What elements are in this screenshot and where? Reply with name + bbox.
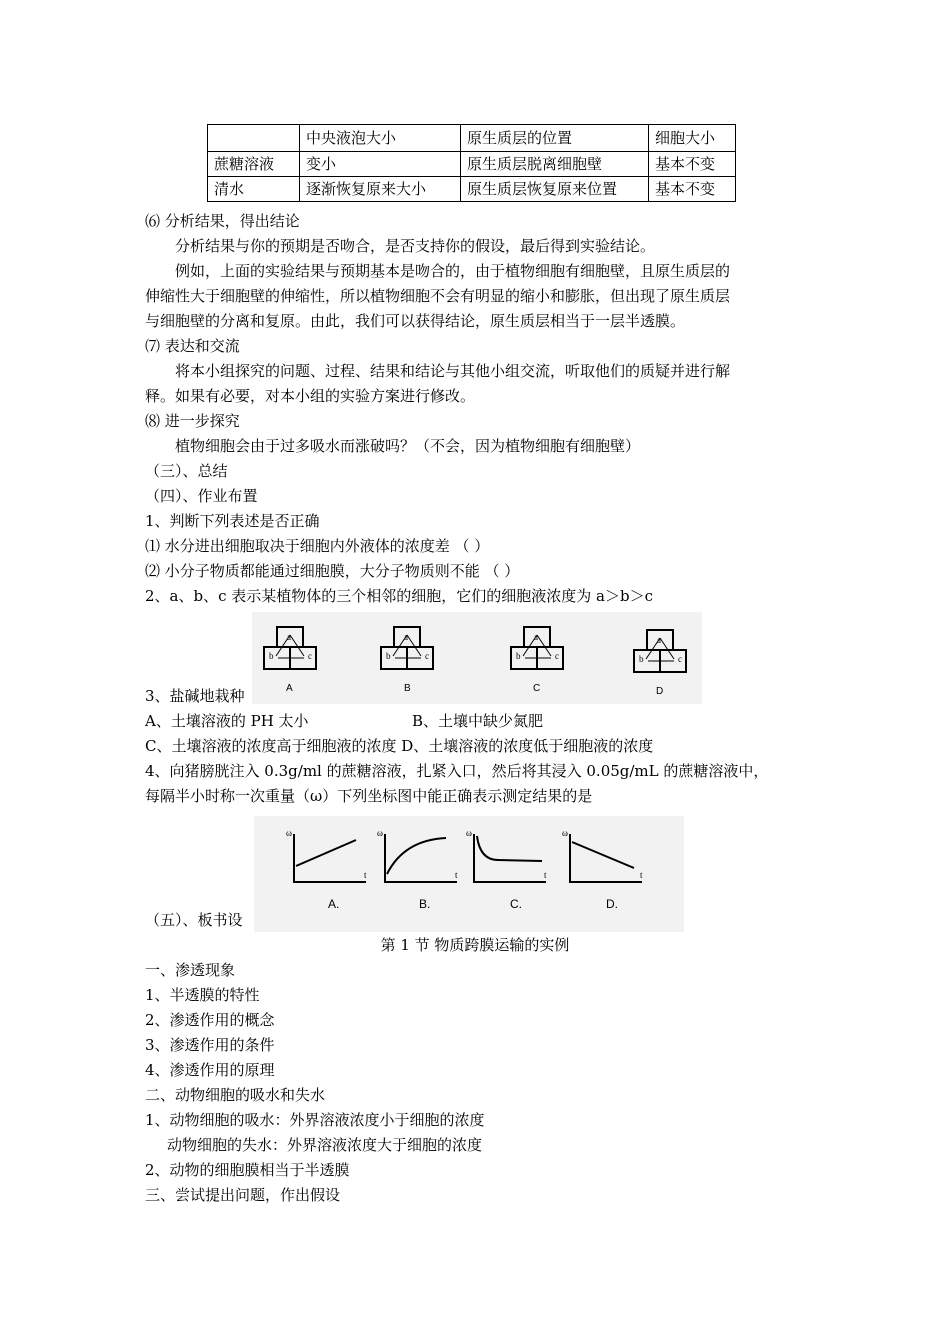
- table-header-cell: 原生质层的位置: [461, 125, 649, 152]
- table-cell: 原生质层脱离细胞壁: [461, 152, 649, 177]
- board-line: 1、动物细胞的吸水：外界溶液浓度小于细胞的浓度: [145, 1111, 485, 1129]
- question-line: ⑴ 水分进出细胞取决于细胞内外液体的浓度差 （ ）: [145, 537, 490, 555]
- option-label: C: [533, 683, 541, 694]
- cell-label-a: a: [657, 635, 661, 645]
- graph-a: [294, 834, 366, 882]
- x-axis-label: t: [455, 870, 458, 880]
- option-label: A: [286, 683, 293, 694]
- board-line: 2、渗透作用的概念: [145, 1011, 275, 1029]
- table-row: [208, 177, 736, 202]
- table-header-cell: 中央液泡大小: [300, 125, 461, 152]
- board-line: 2、动物的细胞膜相当于半透膜: [145, 1161, 350, 1179]
- cell-label-b: b: [386, 651, 391, 661]
- graph-d: [570, 834, 642, 882]
- section-heading: （四）、作业布置: [145, 487, 258, 505]
- option-label: D: [656, 686, 664, 697]
- cell-label-a: a: [534, 632, 538, 642]
- section-heading: （五）、板书设: [145, 911, 243, 929]
- cell-label-c: c: [308, 651, 312, 661]
- section-heading: （三）、总结: [145, 462, 228, 480]
- y-axis-label: ω: [377, 828, 383, 838]
- question-line: ⑵ 小分子物质都能通过细胞膜，大分子物质则不能 （ ）: [145, 562, 520, 580]
- x-axis-label: t: [364, 870, 367, 880]
- question-line: 4、向猪膀胱注入 0.3g/ml 的蔗糖溶液，扎紧入口，然后将其浸入 0.05g/mL 的蔗糖溶液中，: [145, 762, 769, 780]
- question-line: 2、a、b、c 表示某植物体的三个相邻的细胞，它们的细胞液浓度为 a＞b＞c: [145, 587, 653, 605]
- option-label: B: [404, 683, 411, 694]
- option-label: B.: [419, 897, 431, 911]
- x-axis-label: t: [544, 870, 547, 880]
- cell-label-a: a: [404, 632, 408, 642]
- table-row: [208, 152, 736, 177]
- paragraph-line: 将本小组探究的问题、过程、结果和结论与其他小组交流，听取他们的质疑并进行解: [175, 362, 731, 380]
- x-axis-label: t: [640, 870, 643, 880]
- paragraph-line: 分析结果与你的预期是否吻合，是否支持你的假设，最后得到实验结论。: [175, 237, 656, 255]
- cells-figure: [252, 612, 702, 704]
- table-cell: 蔗糖溶液: [208, 152, 300, 177]
- cell-label-b: b: [516, 651, 521, 661]
- cell-label-b: b: [269, 651, 274, 661]
- answer-options-cd: C、土壤溶液的浓度高于细胞液的浓度 D、土壤溶液的浓度低于细胞液的浓度: [145, 737, 654, 755]
- paragraph-line: 例如，上面的实验结果与预期基本是吻合的，由于植物细胞有细胞壁，且原生质层的: [175, 262, 731, 280]
- question-line: 3、盐碱地栽种: [145, 687, 245, 705]
- graphs-figure: [254, 816, 684, 932]
- board-line: 二、动物细胞的吸水和失水: [145, 1086, 326, 1104]
- table-cell: 逐渐恢复原来大小: [300, 177, 461, 202]
- cell-label-c: c: [678, 654, 682, 664]
- board-line: 三、尝试提出问题，作出假设: [145, 1186, 341, 1204]
- section-heading: ⑻ 进一步探究: [145, 412, 240, 430]
- table-cell: 基本不变: [649, 177, 736, 202]
- y-axis-label: ω: [286, 828, 292, 838]
- table-cell: 原生质层恢复原来位置: [461, 177, 649, 202]
- paragraph-line: 植物细胞会由于过多吸水而涨破吗？（不会，因为植物细胞有细胞壁）: [175, 437, 641, 455]
- option-label: D.: [606, 897, 618, 911]
- table-cell: 变小: [300, 152, 461, 177]
- table-cell: 基本不变: [649, 152, 736, 177]
- table-header-row: [208, 125, 736, 152]
- table-cell: 清水: [208, 177, 300, 202]
- board-line: 一、渗透现象: [145, 961, 236, 979]
- graph-b: [385, 834, 457, 882]
- answer-option-a: A、土壤溶液的 PH 太小: [145, 712, 309, 730]
- graph-c: [474, 834, 546, 882]
- option-label: C.: [510, 897, 522, 911]
- paragraph-line: 伸缩性大于细胞壁的伸缩性，所以植物细胞不会有明显的缩小和膨胀，但出现了原生质层: [145, 287, 731, 305]
- y-axis-label: ω: [466, 828, 472, 838]
- paragraph-line: 与细胞壁的分离和复原。由此，我们可以获得结论，原生质层相当于一层半透膜。: [145, 312, 686, 330]
- board-title: 第 1 节 物质跨膜运输的实例: [380, 936, 570, 954]
- section-heading: ⑺ 表达和交流: [145, 337, 240, 355]
- section-heading: ⑹ 分析结果，得出结论: [145, 212, 300, 230]
- table-header-cell: 细胞大小: [649, 125, 736, 152]
- paragraph-line: 释。如果有必要，对本小组的实验方案进行修改。: [145, 387, 476, 405]
- cell-label-c: c: [555, 651, 559, 661]
- cell-label-a: a: [287, 632, 291, 642]
- y-axis-label: ω: [562, 828, 568, 838]
- answer-option-b: B、土壤中缺少氮肥: [412, 712, 544, 730]
- board-line: 3、渗透作用的条件: [145, 1036, 275, 1054]
- board-line: 4、渗透作用的原理: [145, 1061, 275, 1079]
- board-line: 动物细胞的失水：外界溶液浓度大于细胞的浓度: [167, 1136, 483, 1154]
- cell-label-b: b: [639, 654, 644, 664]
- board-line: 1、半透膜的特性: [145, 986, 260, 1004]
- table-header-cell: [208, 125, 300, 152]
- cell-label-c: c: [425, 651, 429, 661]
- question-line: 每隔半小时称一次重量（ω）下列坐标图中能正确表示测定结果的是: [145, 787, 593, 805]
- option-label: A.: [328, 897, 340, 911]
- observation-table: [207, 124, 736, 202]
- question-line: 1、判断下列表述是否正确: [145, 512, 320, 530]
